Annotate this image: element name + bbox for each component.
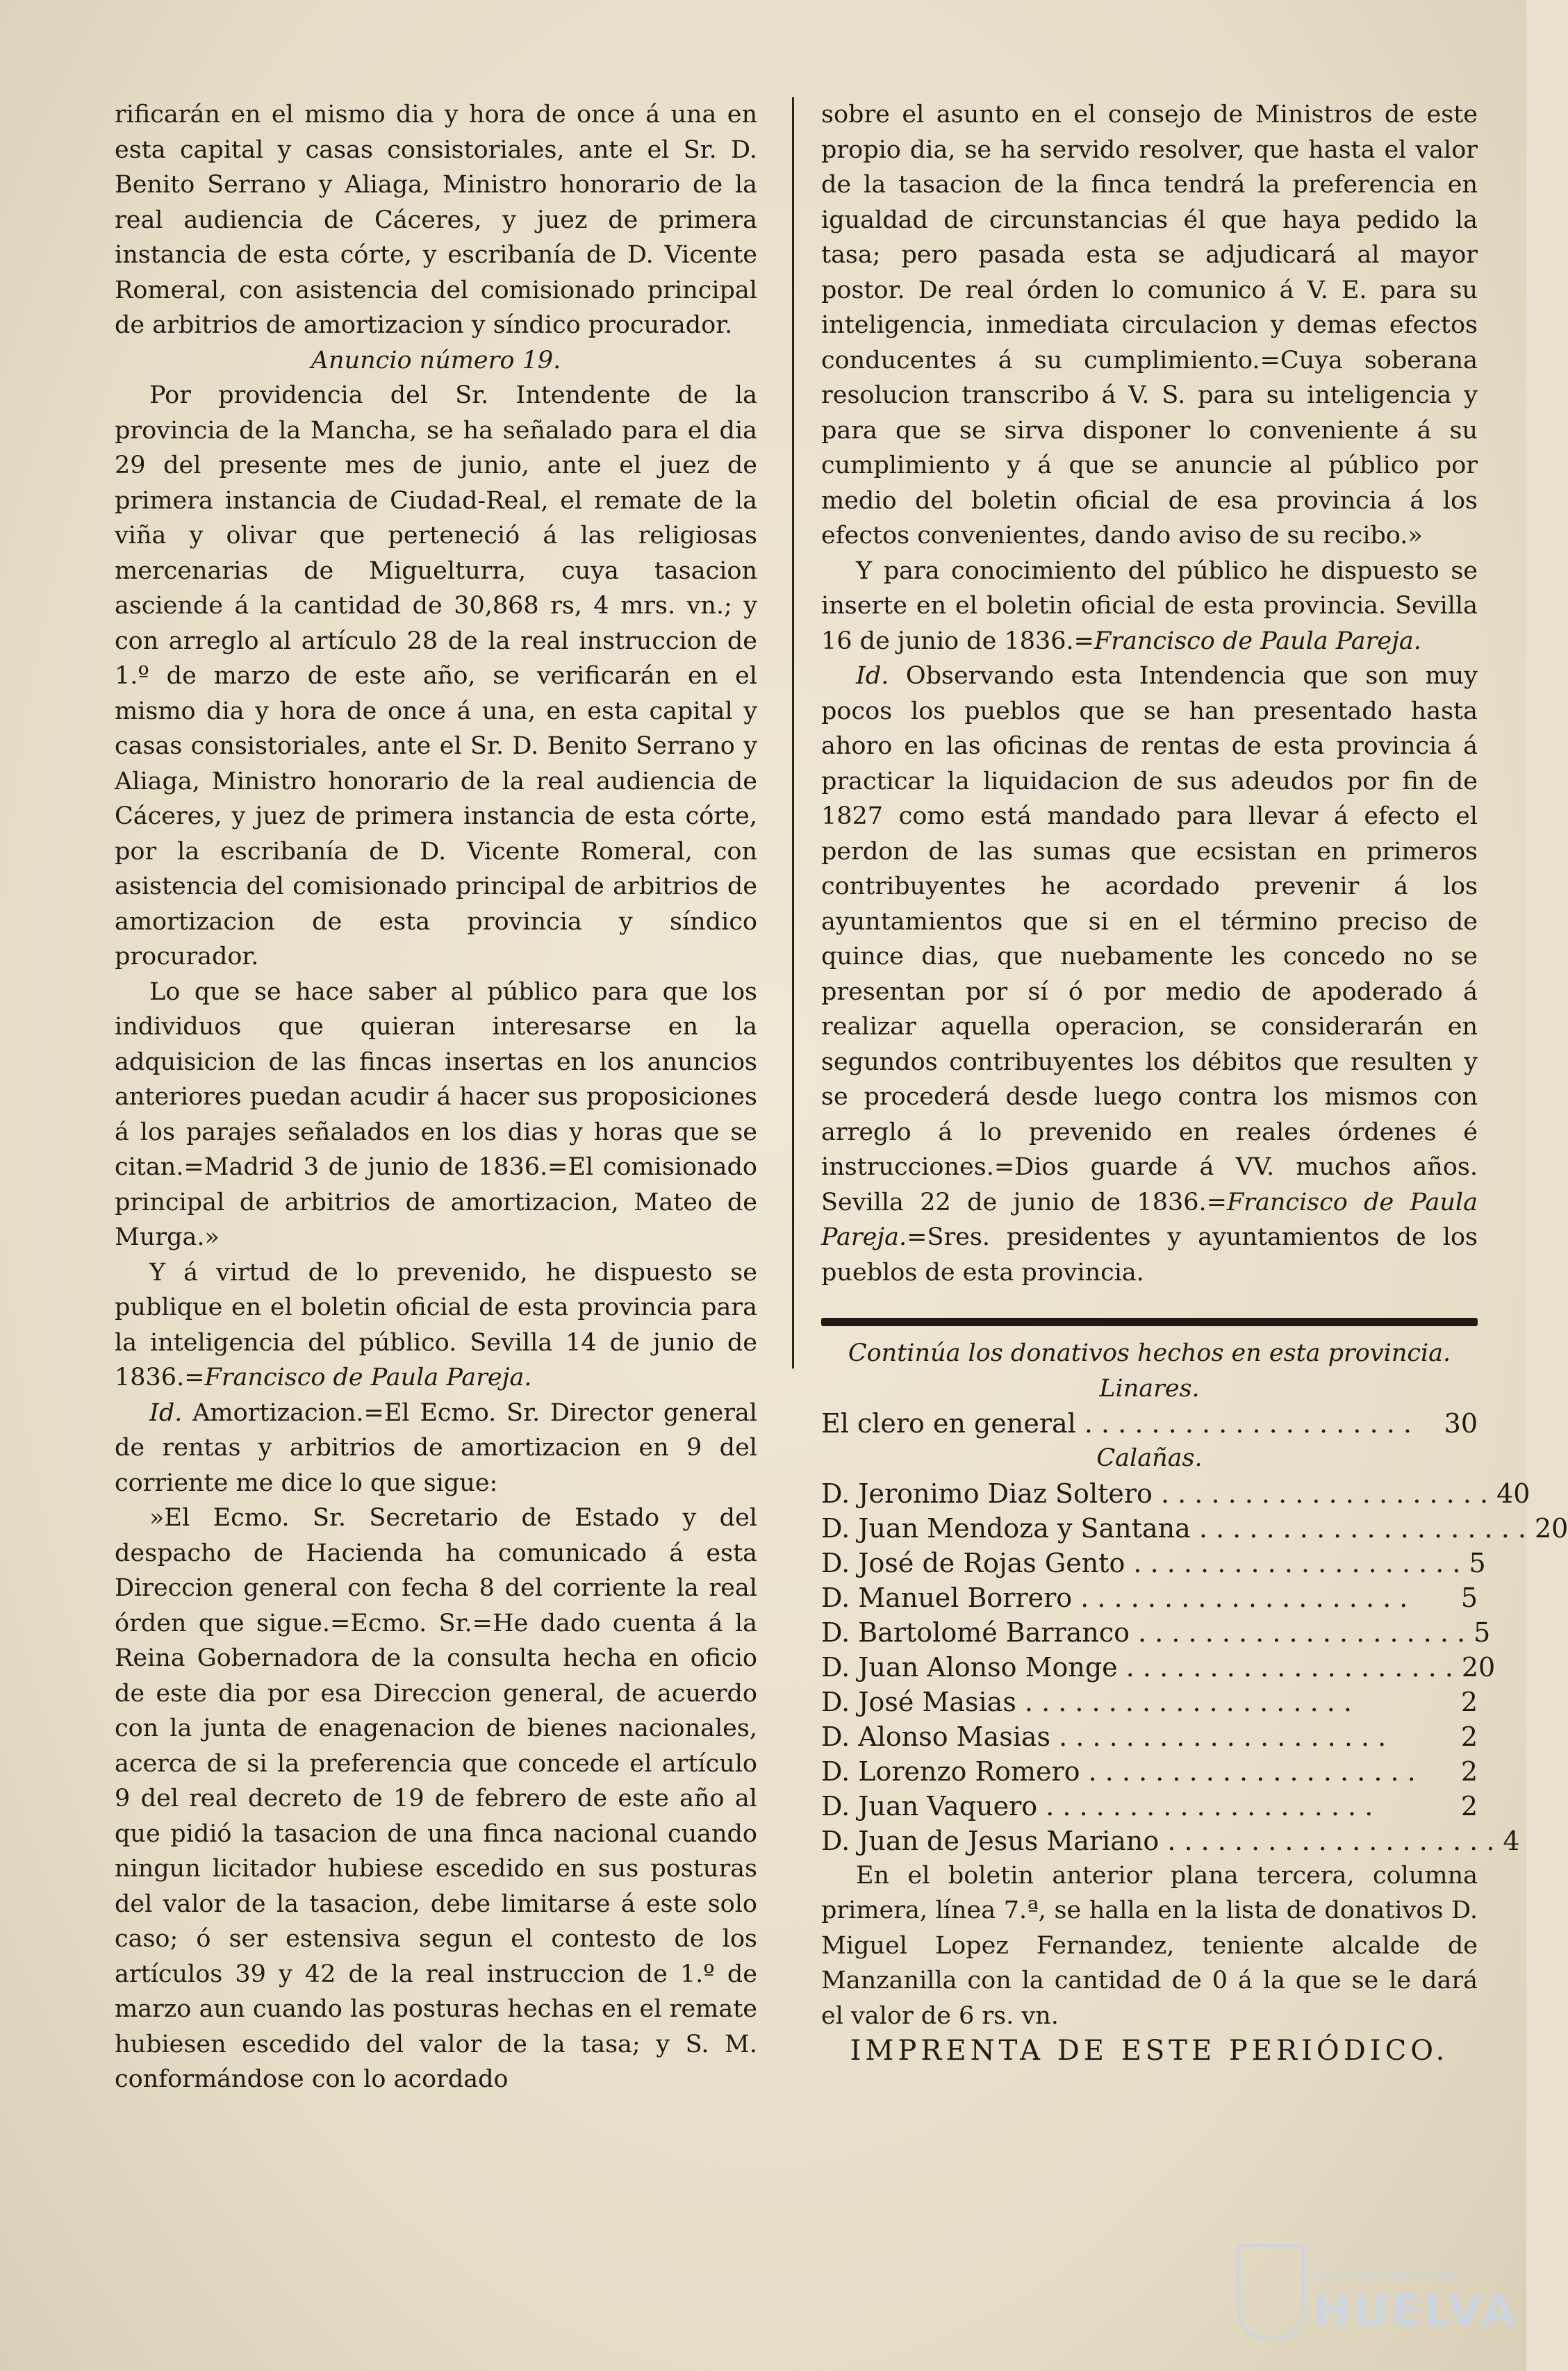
left-paragraph-4 bbox=[115, 1255, 757, 1396]
watermark-line-1: Ayuntamiento de bbox=[1313, 2265, 1456, 2284]
donativo-amount: 40 bbox=[1496, 1478, 1530, 1509]
right-column bbox=[821, 97, 1568, 2069]
donativo-amount: 30 bbox=[1444, 1408, 1478, 1439]
donativo-amount: 5 bbox=[1460, 1582, 1478, 1613]
left-paragraph-1: rificarán en el mismo dia y hora de once á una en esta capital y casas consistoriales, ante el Sr. D. Benito Serrano y Aliaga, Ministro honorario de la real audiencia de Cáceres, y juez de primera instancia de esta córte, y escribanía de D. Vicente Romeral, con asistencia del comisionado principal de arbitrios de amortizacion y síndico procurador. bbox=[115, 101, 757, 339]
crest-icon bbox=[1237, 2244, 1305, 2340]
donativo-name: D. José de Rojas Gento . . . . . . . . . . . . . . . . . . . . bbox=[821, 1547, 1461, 1578]
right-paragraph-3-id: Id. bbox=[856, 662, 889, 690]
right-paragraph-3-signature: Francisco de Paula Pareja. bbox=[821, 1188, 1478, 1251]
donativo-row bbox=[821, 1824, 1520, 1858]
donativo-row bbox=[821, 1650, 1496, 1685]
donativo-name: D. Juan de Jesus Mariano . . . . . . . . . . . . . . . . . . . . bbox=[821, 1825, 1495, 1856]
donativo-row bbox=[821, 1580, 1478, 1615]
donativo-row bbox=[821, 1685, 1478, 1719]
errata-note: En el boletin anterior plana tercera, columna primera, línea 7.ª, se halla en la lista de donativos D. Miguel Lopez Fernandez, teniente alcalde de Manzanilla con la cantidad de 0 á la que se le dará el valor de 6 rs. vn. bbox=[821, 1861, 1478, 2030]
right-paragraph-2-signature: Francisco de Paula Pareja. bbox=[1094, 627, 1421, 655]
left-column bbox=[115, 97, 757, 2097]
donativo-row bbox=[821, 1476, 1530, 1511]
imprenta-footer: IMPRENTA DE ESTE PERIÓDICO. bbox=[850, 2035, 1449, 2067]
donativo-amount: 2 bbox=[1460, 1790, 1478, 1821]
donativos-place-linares: Linares. bbox=[1099, 1374, 1200, 1403]
donativo-name: D. Alonso Masias . . . . . . . . . . . . . . . . . . . . bbox=[821, 1721, 1387, 1752]
left-paragraph-4-text: Y á virtud de lo prevenido, he dispuesto se publique en el boletin oficial de esta provincia para la inteligencia del público. Sevilla 14 de junio de 1836.= bbox=[115, 1258, 757, 1391]
donativo-row bbox=[821, 1789, 1478, 1824]
donativo-name: D. Juan Vaquero . . . . . . . . . . . . . . . . . . . . bbox=[821, 1790, 1373, 1821]
right-paragraph-2-text: Y para conocimiento del público he dispuesto se inserte en el boletin oficial de esta provincia. Sevilla 16 de junio de 1836.= bbox=[821, 556, 1478, 655]
donativo-name: D. Jeronimo Diaz Soltero . . . . . . . . . . . . . . . . . . . . bbox=[821, 1478, 1489, 1509]
ayuntamiento-watermark bbox=[1237, 2237, 1517, 2348]
donativo-name: D. Bartolomé Barranco . . . . . . . . . . . . . . . . . . . . bbox=[821, 1617, 1466, 1648]
right-paragraph-3-text: Observando esta Intendencia que son muy pocos los pueblos que se han presentado hasta ahoro en las oficinas de rentas de esta provincia á practicar la liquidacion de sus adeudos por fin de 1827 como está mandado para llevar á efecto el perdon de las sumas que ecsistan en primeros contribuyentes he acordado prevenir á los ayuntamientos que si en el término preciso de quince dias, que nuebamente les concedo no se presentan por sí ó por medio de apoderado á realizar aquella operacion, se considerarán en segundos contribuyentes los débitos que resulten y se procederá desde luego contra los mismos con arreglo á lo prevenido en reales órdenes é instrucciones.=Dios guarde á VV. muchos años. Sevilla 22 de junio de 1836.= bbox=[821, 662, 1478, 1216]
donativo-amount: 2 bbox=[1460, 1686, 1478, 1717]
donativo-name: El clero en general . . . . . . . . . . . . . . . . . . . . bbox=[821, 1408, 1412, 1439]
left-paragraph-6: »El Ecmo. Sr. Secretario de Estado y del despacho de Hacienda ha comunicado á esta Direccion general con fecha 8 del corriente la real órden que sigue.=Ecmo. Sr.=He dado cuenta á la Reina Gobernadora de la consulta hecha en oficio de este dia por esa Direccion general, de acuerdo con la junta de enagenacion de bienes nacionales, acerca de si la preferencia que concede el artículo 9 del real decreto de 19 de febrero de este año al que pidió la tasacion de una finca nacional cuando ningun licitador hubiese escedido en sus posturas del valor de la tasacion, debe limitarse á este solo caso; ó ser estensiva segun el contesto de los artículos 39 y 42 de la real instruccion de 1.º de marzo aun cuando las posturas hechas en el remate hubiesen escedido del valor de la tasa; y S. M. conformándose con lo acordado bbox=[115, 1504, 757, 2093]
donativo-name: D. José Masias . . . . . . . . . . . . . . . . . . . . bbox=[821, 1686, 1352, 1717]
right-paragraph-2 bbox=[821, 554, 1478, 659]
left-paragraph-2: Por providencia del Sr. Intendente de la provincia de la Mancha, se ha señalado para el dia 29 del presente mes de junio, ante el juez de primera instancia de Ciudad-Real, el remate de la viña y olivar que perteneció á las religiosas mercenarias de Miguelturra, cuya tasacion asciende á la cantidad de 30,868 rs, 4 mrs. vn.; y con arreglo al artículo 28 de la real instruccion de 1.º de marzo de este año, se verificarán en el mismo dia y hora de once á una, en esta capital y casas consistoriales, ante el Sr. D. Benito Serrano y Aliaga, Ministro honorario de la real audiencia de Cáceres, y juez de primera instancia de esta córte, por la escribanía de D. Vicente Romeral, con asistencia del comisionado principal de arbitrios de amortizacion de esta provincia y síndico procurador. bbox=[115, 381, 757, 970]
donativo-row bbox=[821, 1406, 1478, 1441]
watermark-line-2: HUELVA bbox=[1313, 2286, 1517, 2337]
donativos-place-calanas: Calañas. bbox=[1096, 1444, 1203, 1472]
column-divider bbox=[792, 97, 794, 1369]
donativos-section bbox=[821, 1336, 1568, 1858]
donativo-amount: 2 bbox=[1460, 1755, 1478, 1787]
left-paragraph-3: Lo que se hace saber al público para que los individuos que quieran interesarse en la adquisicion de las fincas insertas en los anuncios anteriores puedan acudir á hacer sus proposiciones á los parajes señalados en los dias y horas que se citan.=Madrid 3 de junio de 1836.=El comisionado principal de arbitrios de amortizacion, Mateo de Murga.» bbox=[115, 977, 757, 1251]
right-paragraph-3-tail: =Sres. presidentes y ayuntamientos de los pueblos de esta provincia. bbox=[821, 1223, 1478, 1287]
donativo-row bbox=[821, 1719, 1478, 1754]
left-paragraph-4-signature: Francisco de Paula Pareja. bbox=[204, 1364, 532, 1391]
donativo-amount: 2 bbox=[1460, 1721, 1478, 1752]
donativo-row bbox=[821, 1615, 1491, 1650]
donativo-row bbox=[821, 1546, 1486, 1580]
anuncio-heading: Anuncio número 19. bbox=[311, 346, 561, 374]
right-paragraph-1: sobre el asunto en el consejo de Ministros de este propio dia, se ha servido resolver, que hasta el valor de la tasacion de la finca tendrá la preferencia en igualdad de circunstancias él que haya pedido la tasa; pero pasada esta se adjudicará al mayor postor. De real órden lo comunico á V. E. para su inteligencia, inmediata circulacion y demas efectos conducentes á su cumplimiento.=Cuya soberana resolucion transcribo á V. S. para su inteligencia y para que se sirva disponer lo conveniente á su cumplimiento y á que se anuncie al público por medio del boletin oficial de esa provincia á los efectos convenientes, dando aviso de su recibo.» bbox=[821, 101, 1478, 550]
donativo-amount: 5 bbox=[1474, 1617, 1491, 1648]
donativo-name: D. Juan Mendoza y Santana . . . . . . . . . . . . . . . . . . . . bbox=[821, 1512, 1526, 1544]
left-paragraph-5-text: Amortizacion.=El Ecmo. Sr. Director general de rentas y arbitrios de amortizacion en 9 del corriente me dice lo que sigue: bbox=[115, 1398, 757, 1497]
donativo-name: D. Manuel Borrero . . . . . . . . . . . . . . . . . . . . bbox=[821, 1582, 1408, 1613]
donativo-row bbox=[821, 1511, 1568, 1546]
donativo-name: D. Lorenzo Romero . . . . . . . . . . . . . . . . . . . . bbox=[821, 1755, 1416, 1787]
donativo-amount: 4 bbox=[1503, 1825, 1520, 1856]
donativo-row bbox=[821, 1754, 1478, 1789]
donativo-amount: 5 bbox=[1469, 1547, 1486, 1578]
left-paragraph-5-id: Id. bbox=[149, 1398, 183, 1427]
donativo-name: D. Juan Alonso Monge . . . . . . . . . . . . . . . . . . . . bbox=[821, 1651, 1453, 1683]
donativo-amount: 20 bbox=[1461, 1651, 1496, 1683]
donativos-title: Continúa los donativos hechos en esta provincia. bbox=[848, 1339, 1451, 1367]
donativo-amount: 20 bbox=[1534, 1512, 1568, 1544]
section-rule bbox=[821, 1318, 1478, 1326]
right-paragraph-3 bbox=[821, 659, 1478, 1290]
left-paragraph-5 bbox=[115, 1396, 757, 1501]
